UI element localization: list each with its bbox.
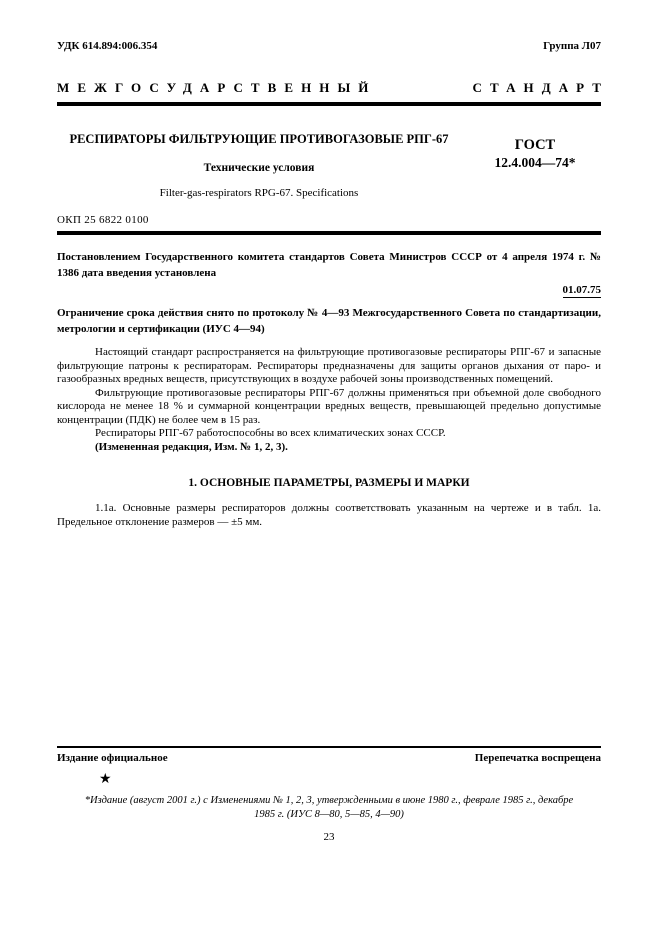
document-subtitle: Технические условия <box>203 162 315 174</box>
interstate-standard-banner <box>57 80 610 106</box>
scope-paragraph: Фильтрующие противогазовые респираторы РПГ-67 должны применяться при объемной доле свободного кислорода не менее 18 % и суммарной концентрации вредных веществ, превышающей предельно допустимые концентрации (ПДК) не более чем в 15 раз. <box>57 386 601 426</box>
document-title: РЕСПИРАТОРЫ ФИЛЬТРУЮЩИЕ ПРОТИВОГАЗОВЫЕ РПГ-67 <box>69 132 449 146</box>
star-icon: ★ <box>99 772 112 787</box>
page-footer <box>57 746 601 843</box>
group-code: Группа Л07 <box>543 40 601 52</box>
scope-paragraph: Настоящий стандарт распространяется на фильтрующие противогазовые респираторы РПГ-67 и запасные фильтрующие патроны к респираторам. Респираторы предназначены для защиты органов дыхания от паро- и газообразных вредных веществ, присутствующих в воздухе рабочей зоны производственных помещений. <box>57 346 601 385</box>
scope-paragraph: Респираторы РПГ-67 работоспособны во всех климатических зонах СССР. <box>95 427 446 439</box>
horizontal-rule <box>57 231 601 235</box>
official-edition-label: Издание официальное <box>57 752 168 764</box>
okp-code: ОКП 25 6822 0100 <box>57 214 149 226</box>
amendment-note: (Измененная редакция, Изм. № 1, 2, 3). <box>95 440 288 453</box>
reprint-prohibited-label: Перепечатка воспрещена <box>474 752 601 764</box>
edition-footnote: *Издание (август 2001 г.) с Изменениями № 1, 2, 3, утвержденными в июне 1980 г., феврале 1985 г., декабре 1985 г. (ИУС 8—80, 5—85, 4—90) <box>84 795 574 820</box>
section-1-heading: 1. ОСНОВНЫЕ ПАРАМЕТРЫ, РАЗМЕРЫ И МАРКИ <box>188 477 470 489</box>
gost-designation-block <box>469 132 601 199</box>
section-1-body <box>57 501 601 529</box>
title-column <box>57 132 469 199</box>
banner-word-1: МЕЖГОСУДАРСТВЕННЫЙ <box>57 80 377 95</box>
effective-date <box>57 284 601 296</box>
document-title-english: Filter-gas-respirators RPG-67. Specifications <box>159 187 359 199</box>
section-1-paragraph: 1.1а. Основные размеры респираторов должны соответствовать указанным на чертеже и в табл. 1а. Предельное отклонение размеров — ±5 мм. <box>57 502 601 528</box>
effective-date-value: 01.07.75 <box>562 284 601 296</box>
footer-labels-row <box>57 748 601 764</box>
limitation-text: Ограничение срока действия снято по протоколу № 4—93 Межгосударственного Совета по стандартизации, метрологии и сертификации (ИУС 4—94) <box>57 307 601 335</box>
gost-number: 12.4.004—74* <box>494 155 576 170</box>
top-codes-row <box>57 40 601 52</box>
scope-section <box>57 346 601 454</box>
title-block <box>57 132 601 199</box>
page-number: 23 <box>323 831 335 843</box>
decree-text: Постановлением Государственного комитета стандартов Совета Министров СССР от 4 апреля 1974 г. № 1386 дата введения установлена <box>57 251 601 279</box>
udk-code: УДК 614.894:006.354 <box>57 40 158 52</box>
gost-label: ГОСТ <box>514 137 556 153</box>
banner-word-2: СТАНДАРТ <box>472 80 610 95</box>
